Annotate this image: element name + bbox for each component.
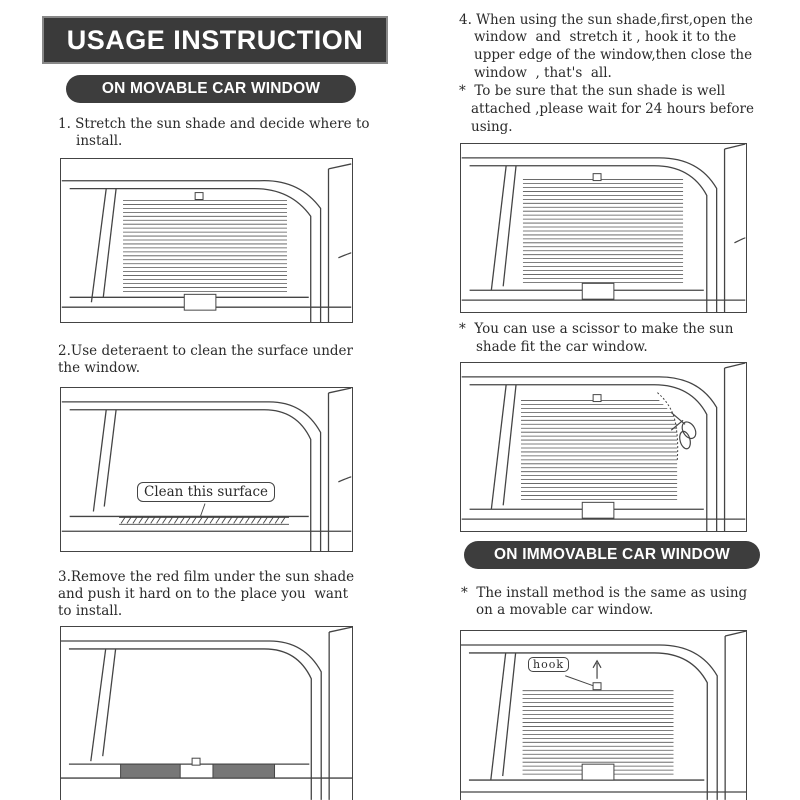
note1-line1: * To be sure that the sun shade is well bbox=[459, 83, 726, 99]
window-clean-drawing bbox=[61, 388, 352, 551]
window-shade-drawing bbox=[61, 159, 352, 322]
illustration-clean-surface bbox=[60, 387, 353, 552]
page-title: USAGE INSTRUCTION bbox=[42, 16, 388, 64]
section-movable-heading: ON MOVABLE CAR WINDOW bbox=[66, 75, 356, 103]
note1-line2: attached ,please wait for 24 hours before bbox=[471, 101, 754, 117]
hook-label: hook bbox=[528, 657, 569, 672]
window-film-drawing bbox=[61, 627, 352, 800]
note2-line1: * You can use a scissor to make the sun bbox=[459, 321, 734, 337]
window-immovable-drawing bbox=[461, 631, 746, 800]
step1-line1: 1. Stretch the sun shade and decide where to bbox=[58, 116, 370, 132]
step3-line2: and push it hard on to the place you want bbox=[58, 586, 349, 602]
window-scissor-drawing bbox=[461, 363, 746, 531]
step3-line3: to install. bbox=[58, 603, 123, 619]
note2-line2: shade fit the car window. bbox=[476, 339, 648, 355]
step4-line1: 4. When using the sun shade,first,open the bbox=[459, 12, 753, 28]
note1-line3: using. bbox=[471, 119, 513, 135]
window-hook-drawing bbox=[461, 144, 746, 312]
illustration-trim-shade bbox=[460, 362, 747, 532]
step4-line4: window , that's all. bbox=[474, 65, 612, 81]
step2-line2: the window. bbox=[58, 360, 140, 376]
section-immovable-heading: ON IMMOVABLE CAR WINDOW bbox=[464, 541, 760, 569]
step4-line3: upper edge of the window,then close the bbox=[474, 47, 753, 63]
step2-line1: 2.Use deteraent to clean the surface under bbox=[58, 343, 353, 359]
clean-surface-callout: Clean this surface bbox=[137, 482, 275, 502]
illustration-hook-shade bbox=[460, 143, 747, 313]
note3-line2: on a movable car window. bbox=[476, 602, 654, 618]
step1-line2: install. bbox=[76, 133, 123, 149]
step3-line1: 3.Remove the red film under the sun shade bbox=[58, 569, 355, 585]
illustration-remove-film bbox=[60, 626, 353, 800]
illustration-stretch-shade bbox=[60, 158, 353, 323]
arrow-up-icon bbox=[593, 661, 601, 679]
step4-line2: window and stretch it , hook it to the bbox=[474, 29, 737, 45]
note3-line1: * The install method is the same as using bbox=[461, 585, 748, 601]
illustration-immovable-window bbox=[460, 630, 747, 800]
